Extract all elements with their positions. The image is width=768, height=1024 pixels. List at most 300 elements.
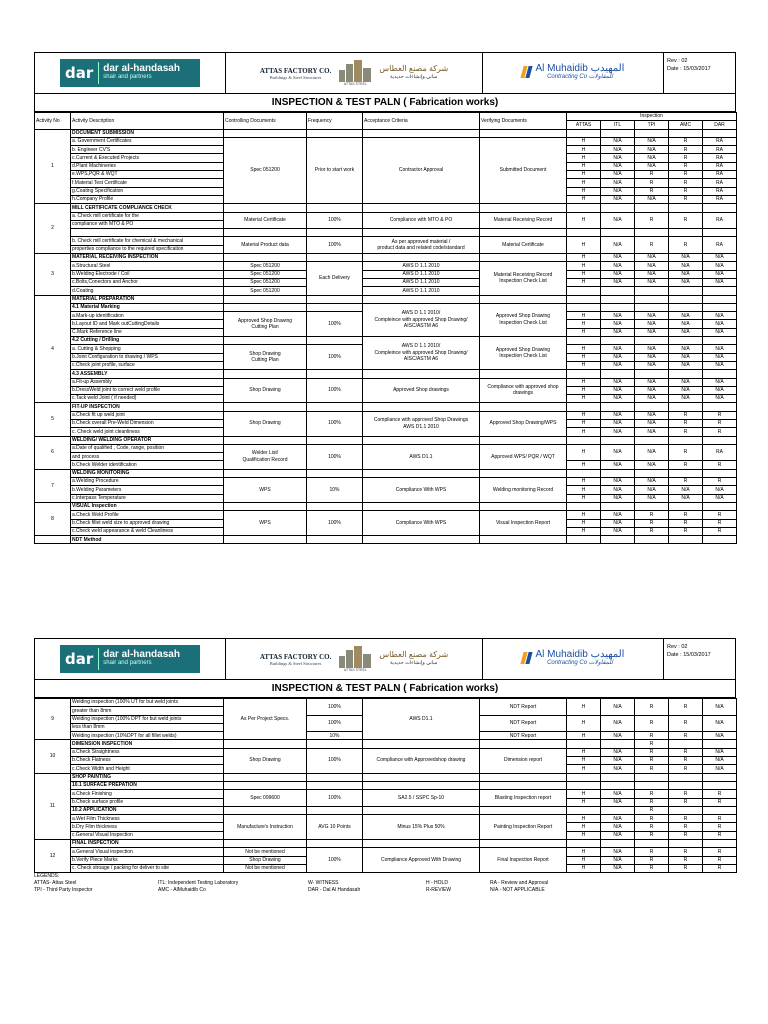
activity-description-cell: b. Check mill certificate for chemical & mechanical [71,237,224,245]
inspection-cell: R [669,411,703,419]
legend-item: R-REVIEW [426,887,451,894]
table-row [35,137,737,145]
activity-description-cell: a.Check Finishing [71,790,224,798]
activity-description-cell: e.WPS,PQR & WQT [71,171,224,179]
inspection-cell [567,436,601,444]
table-row [35,403,737,411]
inspection-cell: H [567,270,601,278]
inspection-cell [601,287,635,295]
itp-table-page-1 [34,112,737,544]
inspection-cell: N/A [601,699,635,716]
inspection-cell: R [669,237,703,254]
legend-item: DAR - Dal Al Handasah [308,887,361,894]
inspection-cell: R [669,765,703,773]
controlling-document-cell: Not be mentioned [224,848,307,856]
inspection-cell: R [669,699,703,716]
activity-description-cell: WELDING/ WELDING OPERATOR [71,436,224,444]
activity-description-cell: c.Interpass Temperature [71,494,224,502]
activity-no-cell: 11 [35,773,71,839]
inspection-cell: N/A [601,378,635,386]
legend-item: RA - Review and Approval [490,880,549,887]
inspection-cell: H [567,154,601,162]
inspection-cell: N/A [635,312,669,320]
activity-description-cell: b.Dry Film thickness [71,823,224,831]
inspection-cell [601,229,635,237]
controlling-document-cell [224,469,307,477]
inspection-cell: R [669,212,703,229]
inspection-cell [601,740,635,748]
activity-no-cell [35,536,71,544]
inspection-cell: N/A [601,312,635,320]
inspection-cell: N/A [669,386,703,394]
acceptance-criteria-cell: AWS D1.1 [363,699,480,740]
activity-description-cell: 4.3 ASSEMBLY [71,370,224,378]
inspection-cell [601,502,635,510]
inspection-cell: N/A [601,748,635,756]
activity-description-cell: c.Check Width and Height [71,765,224,773]
inspection-cell: N/A [635,345,669,353]
verifying-document-cell: NDT Report [480,715,567,732]
inspection-cell: R [635,757,669,765]
verifying-document-cell: Material Receiving Record Inspection Check List [480,262,567,295]
inspection-cell: R [703,461,737,469]
inspection-cell [669,436,703,444]
inspection-cell: N/A [703,486,737,494]
inspection-cell [635,403,669,411]
inspection-cell: N/A [601,444,635,461]
frequency-cell [307,436,363,444]
table-row [35,840,737,848]
inspection-cell: R [635,212,669,229]
inspection-cell: N/A [635,353,669,361]
inspection-cell: N/A [703,748,737,756]
table-row [35,478,737,486]
inspection-cell: N/A [635,494,669,502]
acceptance-criteria-cell [363,436,480,444]
page-header [34,638,736,680]
table-row [35,815,737,823]
inspection-cell: N/A [635,195,669,203]
inspection-cell: N/A [703,254,737,262]
inspection-cell: N/A [635,486,669,494]
inspection-cell: R [669,146,703,154]
acceptance-criteria-cell: AWS D 1.1 2010 [363,270,480,278]
inspection-cell [601,403,635,411]
inspection-cell: N/A [669,494,703,502]
activity-description-cell: a.Wet Film Thickness [71,815,224,823]
inspection-cell: H [567,732,601,740]
activity-no-cell: 5 [35,403,71,436]
controlling-document-cell: Not be mentioned [224,864,307,872]
inspection-cell: N/A [601,386,635,394]
inspection-cell: H [567,187,601,195]
activity-description-cell: compliance with MTO & PO [71,220,224,228]
inspection-cell [669,303,703,311]
controlling-document-cell [224,129,307,137]
inspection-cell: N/A [703,270,737,278]
activity-description-cell: b. Engineer CV'S [71,146,224,154]
verifying-document-cell [480,229,567,237]
activity-description-cell: b.Layout ID and Mark outCuttingDetails [71,320,224,328]
inspection-cell [703,370,737,378]
inspection-cell: N/A [601,187,635,195]
inspection-cell: H [567,237,601,254]
inspection-cell [703,303,737,311]
inspection-cell: R [703,790,737,798]
table-row [35,748,737,756]
controlling-document-cell: As Per Project Specs. [224,699,307,740]
table-row [35,270,737,278]
inspection-cell: N/A [703,328,737,336]
inspection-cell [703,436,737,444]
verifying-document-cell [480,129,567,137]
verifying-document-cell: Material Receiving Record [480,212,567,229]
inspection-cell: R [635,237,669,254]
acceptance-criteria-cell: Compliance with Approvedshop drawing [363,748,480,773]
activity-description-cell: g.Coating Specification [71,187,224,195]
controlling-document-cell [224,536,307,544]
inspection-cell [703,287,737,295]
activity-description-cell: a. Cutting & Shopping [71,345,224,353]
inspection-cell: N/A [601,270,635,278]
frequency-cell [307,295,363,303]
inspection-cell [703,403,737,411]
inspection-cell [567,129,601,137]
verifying-document-cell: Approved Shop Drawing/WPS [480,411,567,436]
inspection-cell: N/A [601,154,635,162]
activity-description-cell: d.Coating [71,287,224,295]
acceptance-criteria-cell: Minus 15% Plus 50% [363,815,480,840]
inspection-cell: R [669,154,703,162]
inspection-cell: N/A [703,320,737,328]
inspection-cell [669,403,703,411]
activity-description-cell: Welding inspection (100% DPT for but weld joints [71,715,224,723]
controlling-document-cell: WPS [224,478,307,503]
inspection-cell: H [567,162,601,170]
legend-item: H - HOLD [426,880,448,887]
revision-info: Rev : 02 Date : 15/03/2017 [667,58,711,72]
inspection-cell: N/A [635,444,669,461]
inspection-cell: R [669,748,703,756]
activity-description-cell: a.Welding Procedure [71,478,224,486]
inspection-cell: R [703,856,737,864]
inspection-cell: H [567,715,601,732]
inspection-cell: R [703,831,737,839]
acceptance-criteria-cell: Compliance With WPS [363,478,480,503]
table-row [35,370,737,378]
inspection-cell: R [635,699,669,716]
inspection-cell [669,502,703,510]
frequency-cell: 100% [307,345,363,370]
inspection-cell: RA [703,154,737,162]
inspection-cell: R [669,757,703,765]
inspection-cell: N/A [635,146,669,154]
inspection-cell: N/A [703,262,737,270]
inspection-cell: R [703,511,737,519]
inspection-cell [703,781,737,789]
inspection-cell: N/A [703,757,737,765]
activity-description-cell: Welding inspection (100% UT for but weld joints [71,699,224,707]
table-row [35,848,737,856]
table-row [35,229,737,237]
activity-no-cell: 7 [35,469,71,502]
controlling-document-cell: Manufacture's Instruction [224,815,307,840]
inspection-cell [635,370,669,378]
inspection-cell: R [635,823,669,831]
inspection-cell: RA [703,171,737,179]
inspection-cell [567,536,601,544]
activity-description-cell: VISUAL Inspection [71,502,224,510]
inspection-cell [703,773,737,781]
inspection-cell: N/A [601,815,635,823]
acceptance-criteria-cell: AWS D 1.1 2010/ Compleince with approved Shop Drawing/ AISC/ASTM A6 [363,303,480,336]
inspection-cell: H [567,856,601,864]
acceptance-criteria-cell [363,740,480,748]
table-row [35,790,737,798]
inspector-header: DAR [703,121,737,129]
frequency-cell [307,129,363,137]
verifying-document-cell [480,773,567,781]
verifying-document-cell: Final Inspection Report [480,848,567,873]
inspection-cell [635,129,669,137]
muhaidib-mark-icon [522,652,532,666]
inspection-cell: R [669,864,703,872]
verifying-document-cell [480,840,567,848]
verifying-document-cell: Compliance with approved shop drawings [480,378,567,403]
inspection-cell: R [635,864,669,872]
inspection-cell: N/A [703,361,737,369]
inspection-cell: N/A [601,262,635,270]
inspection-cell: R [635,831,669,839]
inspection-cell [669,740,703,748]
inspection-cell [567,781,601,789]
controlling-document-cell: Shop Drawing [224,378,307,403]
activity-description-cell: 10.1 SURFACE PREPATION [71,781,224,789]
inspection-cell: N/A [669,345,703,353]
inspection-cell: H [567,411,601,419]
inspection-cell: R [635,765,669,773]
activity-description-cell: C.Mark Reference line [71,328,224,336]
page-2 [34,638,736,894]
inspection-cell: R [635,815,669,823]
inspection-cell [703,806,737,814]
inspection-cell: N/A [601,527,635,535]
inspection-cell: RA [703,146,737,154]
inspection-cell: N/A [669,486,703,494]
frequency-cell: 100% [307,511,363,536]
activity-no-cell: 9 [35,699,71,740]
inspection-cell [669,536,703,544]
activity-no-cell: 3 [35,254,71,295]
inspection-cell [567,295,601,303]
inspection-cell [703,536,737,544]
inspector-header: TPI [635,121,669,129]
inspection-cell [567,773,601,781]
activity-description-cell: MATERIAL PREPARATION [71,295,224,303]
inspection-cell: N/A [601,486,635,494]
verifying-document-cell [480,469,567,477]
inspection-cell [635,840,669,848]
activity-description-cell: SHOP PAINTING [71,773,224,781]
inspection-cell [669,469,703,477]
inspection-cell: N/A [601,428,635,436]
table-row [35,303,737,311]
inspection-cell: N/A [669,320,703,328]
table-row [35,378,737,386]
activity-description-cell: a.Structural Steel [71,262,224,270]
inspection-cell [635,781,669,789]
inspection-cell: N/A [703,732,737,740]
frequency-cell [307,806,363,814]
inspection-cell: N/A [601,411,635,419]
inspection-cell [669,129,703,137]
table-row [35,411,737,419]
inspection-cell: H [567,171,601,179]
inspection-cell: H [567,699,601,716]
legend-item: N/A - NOT APPLICABLE [490,887,545,894]
inspection-cell: R [635,806,669,814]
inspection-cell [703,469,737,477]
inspection-cell: R [635,511,669,519]
inspection-cell: R [635,856,669,864]
controlling-document-cell: Material Certificate [224,212,307,229]
frequency-cell: 100% [307,237,363,254]
frequency-cell [307,303,363,311]
activity-description-cell: b.Check fillet weld size to approved drawing [71,519,224,527]
inspection-cell: R [669,137,703,145]
verifying-document-cell [480,403,567,411]
muhaidib-mark-icon [522,66,532,80]
inspection-cell: H [567,815,601,823]
controlling-document-cell [224,781,307,789]
inspection-cell: N/A [635,278,669,286]
inspection-cell [703,204,737,212]
frequency-cell [307,204,363,212]
frequency-cell [307,502,363,510]
inspection-cell: RA [703,237,737,254]
inspection-cell: R [703,798,737,806]
table-row [35,773,737,781]
verifying-document-cell: Painting Inspection Report [480,815,567,840]
building-icon: ATTAS STEEL [337,646,373,672]
inspection-cell [669,337,703,345]
inspection-cell: N/A [601,278,635,286]
controlling-document-cell [224,806,307,814]
inspection-cell [635,229,669,237]
activity-description-cell: greater than 8mm [71,707,224,715]
inspection-cell: N/A [601,361,635,369]
inspection-cell [703,840,737,848]
controlling-document-cell: Approved Shop Drawing Cutting Plan [224,312,307,337]
acceptance-criteria-cell: AWS D 1.1 2010/ Compleince with approved Shop Drawing/ AISC/ASTM A6 [363,337,480,370]
acceptance-criteria-cell: Compliance Approved With Drawing [363,848,480,873]
inspection-cell: R [669,419,703,427]
inspection-cell: N/A [635,320,669,328]
activity-description-cell: FINAL INSPECTION [71,840,224,848]
table-row [35,699,737,707]
inspection-cell: H [567,345,601,353]
inspection-cell: N/A [601,328,635,336]
controlling-document-cell: Shop Drawing [224,748,307,773]
frequency-cell: 100% [307,378,363,403]
frequency-cell [307,370,363,378]
inspection-cell: RA [703,195,737,203]
table-row [35,278,737,286]
inspector-header: ATTAS [567,121,601,129]
activity-description-cell: b.DressWeld joint to correct weld profile [71,386,224,394]
activity-description-cell: DIMENSION INSPECTION [71,740,224,748]
inspection-cell [669,295,703,303]
column-header: Controlling Documents [224,113,307,130]
activity-no-cell: 8 [35,502,71,535]
controlling-document-cell: Shop Drawing [224,856,307,864]
inspection-cell: N/A [601,179,635,187]
inspection-cell: R [669,461,703,469]
inspection-cell: N/A [669,353,703,361]
inspection-cell: R [669,848,703,856]
inspection-cell: N/A [601,765,635,773]
controlling-document-cell [224,229,307,237]
table-row [35,511,737,519]
inspection-cell [567,337,601,345]
inspection-cell: R [669,511,703,519]
inspection-cell: R [669,195,703,203]
frequency-cell: Each Delivery [307,262,363,295]
activity-description-cell: 4.1 Material Marking [71,303,224,311]
activity-description-cell: MILL CERTIFICATE COMPLIANCE CHECK [71,204,224,212]
inspection-cell [669,781,703,789]
inspection-cell: H [567,179,601,187]
activity-description-cell: and process [71,453,224,461]
acceptance-criteria-cell [363,469,480,477]
inspection-cell: N/A [601,478,635,486]
table-row [35,212,737,220]
inspection-cell: N/A [635,361,669,369]
inspection-cell [635,436,669,444]
verifying-document-cell: Welding monitoring Record [480,478,567,503]
inspection-cell [601,370,635,378]
controlling-document-cell [224,337,307,345]
inspection-cell: N/A [601,345,635,353]
inspection-cell: N/A [601,254,635,262]
acceptance-criteria-cell: AWS D 1.1 2010 [363,278,480,286]
activity-description-cell: b.Check surface profile [71,798,224,806]
inspection-cell: N/A [635,378,669,386]
controlling-document-cell [224,773,307,781]
legend-item: ITL: Independent Testing Laboratory [158,880,239,887]
inspection-cell: N/A [669,328,703,336]
acceptance-criteria-cell: Compliance with approved Shop Drawings AWS D1.1 2010 [363,411,480,436]
inspection-cell: N/A [669,378,703,386]
verifying-document-cell: Approved Shop Drawing Inspection Check List [480,303,567,336]
activity-description-cell: d.Plant Machineries [71,162,224,170]
inspection-cell: N/A [703,386,737,394]
controlling-document-cell: Welder List/ Qualification Record [224,444,307,469]
inspection-cell: N/A [601,715,635,732]
inspection-cell: N/A [601,171,635,179]
inspection-cell: N/A [703,278,737,286]
activity-description-cell: b.Joint Configuration to drawing / WPS [71,353,224,361]
inspection-cell: H [567,320,601,328]
inspection-cell [669,806,703,814]
inspection-cell: R [703,527,737,535]
inspection-cell: H [567,864,601,872]
inspection-cell: R [635,798,669,806]
frequency-cell: Prior to start work [307,137,363,203]
inspection-cell: H [567,378,601,386]
controlling-document-cell [224,254,307,262]
legend-item: ATTAS- Attas Steel [34,880,77,887]
